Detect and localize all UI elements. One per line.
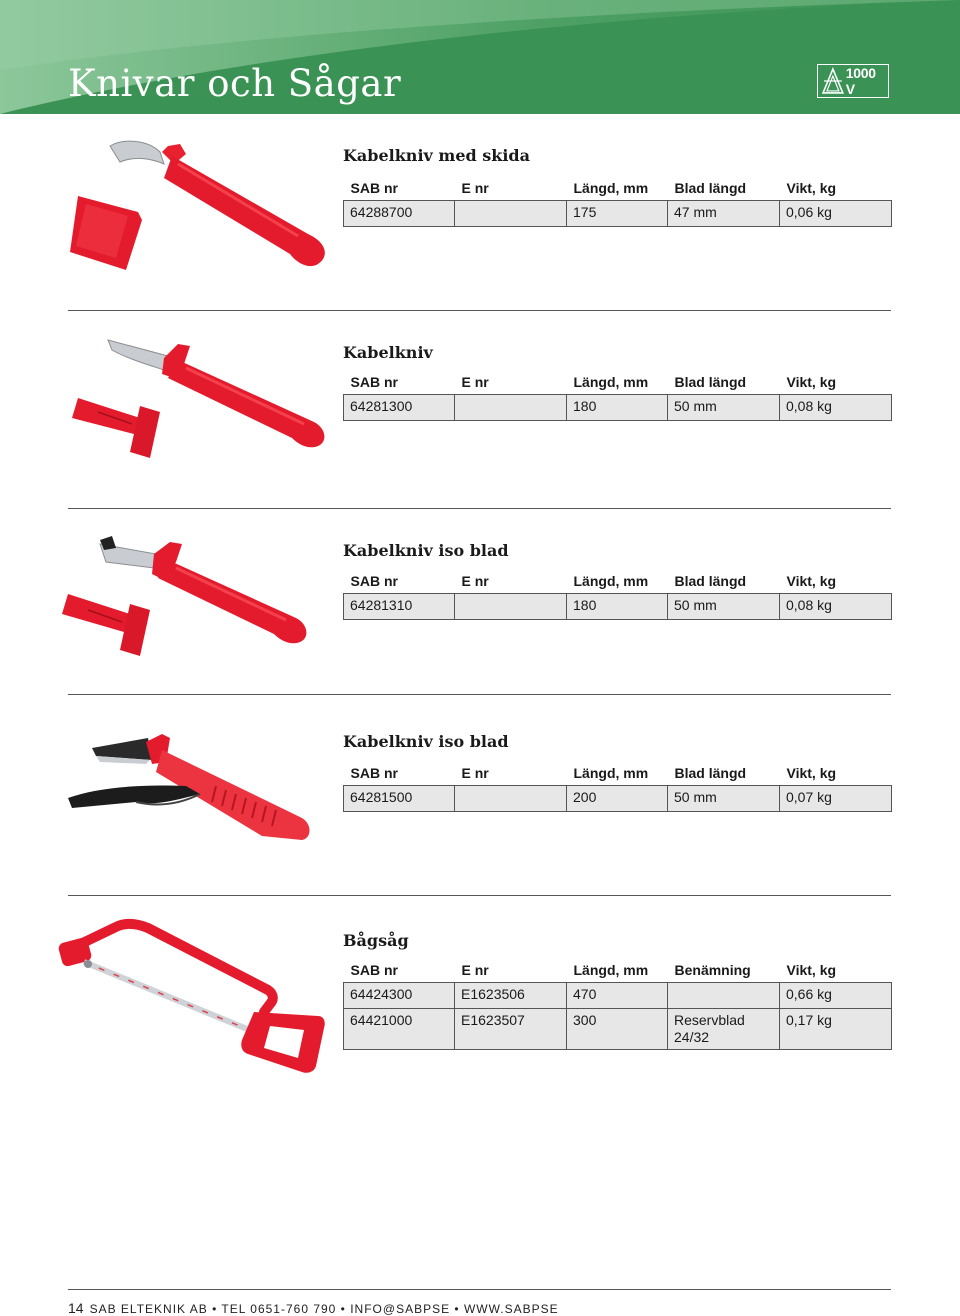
product-title: Kabelkniv [343, 343, 433, 362]
col-length: Längd, mm [573, 765, 649, 781]
cell-length: 180 [567, 594, 668, 620]
product-title: Bågsåg [343, 931, 409, 950]
col-sab: SAB nr [350, 765, 398, 781]
cell-length: 200 [567, 786, 668, 812]
col-sab: SAB nr [350, 962, 398, 978]
cell-blade: 50 mm [668, 395, 780, 421]
cell-length: 470 [567, 983, 668, 1009]
cable-knife-iso-blade-clip-image [66, 732, 316, 844]
cell-weight: 0,17 kg [780, 1009, 892, 1050]
col-weight: Vikt, kg [786, 180, 837, 196]
table-header-row [344, 761, 892, 786]
col-sab: SAB nr [350, 180, 398, 196]
cell-enr [455, 786, 567, 812]
col-blade: Blad längd [674, 180, 747, 196]
col-enr: E nr [461, 374, 489, 390]
cable-knife-iso-blade-image [60, 532, 325, 662]
cell-length: 175 [567, 201, 668, 227]
cell-sab: 64281500 [344, 786, 455, 812]
spec-table [343, 176, 892, 227]
cell-sab: 64424300 [344, 983, 455, 1009]
cell-enr [455, 594, 567, 620]
cell-sab: 64281300 [344, 395, 455, 421]
footer-contact: SAB ELTEKNIK AB • TEL 0651-760 790 • INFO@SABPSE • WWW.SABPSE [89, 1302, 559, 1316]
table-row [344, 1009, 892, 1050]
table-header-row [344, 176, 892, 201]
spec-table [343, 569, 892, 620]
col-length: Längd, mm [573, 573, 649, 589]
section-divider [68, 310, 891, 311]
cell-weight: 0,06 kg [780, 201, 892, 227]
col-length: Längd, mm [573, 180, 649, 196]
col-blade: Blad längd [674, 765, 747, 781]
product-title: Kabelkniv iso blad [343, 541, 509, 560]
product-title: Kabelkniv med skida [343, 146, 530, 165]
table-header-row [344, 569, 892, 594]
voltage-label: 1000 V [845, 65, 876, 97]
col-blade: Blad längd [674, 573, 747, 589]
col-sab: SAB nr [350, 374, 398, 390]
cell-enr: E1623507 [455, 1009, 567, 1050]
cell-length: 300 [567, 1009, 668, 1050]
cell-sab: 64421000 [344, 1009, 455, 1050]
cell-name [668, 983, 780, 1009]
cell-weight: 0,66 kg [780, 983, 892, 1009]
page-number: 14 [68, 1300, 84, 1316]
table-row [344, 201, 892, 227]
cell-weight: 0,07 kg [780, 786, 892, 812]
insulation-symbol-icon [821, 67, 845, 95]
cell-name: Reservblad 24/32 [668, 1009, 780, 1050]
table-header-row [344, 958, 892, 983]
cell-sab: 64288700 [344, 201, 455, 227]
cell-enr [455, 395, 567, 421]
section-divider [68, 895, 891, 896]
table-row [344, 983, 892, 1009]
cell-length: 180 [567, 395, 668, 421]
cable-knife-with-sheath-image [68, 134, 333, 274]
col-enr: E nr [461, 765, 489, 781]
table-row [344, 786, 892, 812]
col-weight: Vikt, kg [786, 573, 837, 589]
cell-blade: 50 mm [668, 594, 780, 620]
spec-table [343, 761, 892, 812]
cell-weight: 0,08 kg [780, 395, 892, 421]
hacksaw-image [58, 918, 328, 1078]
col-enr: E nr [461, 573, 489, 589]
table-row [344, 395, 892, 421]
product-title: Kabelkniv iso blad [343, 732, 509, 751]
table-header-row [344, 370, 892, 395]
col-weight: Vikt, kg [786, 962, 837, 978]
page-title: Knivar och Sågar [68, 62, 402, 105]
spec-table [343, 370, 892, 421]
table-row [344, 594, 892, 620]
header-banner [0, 0, 960, 114]
cell-weight: 0,08 kg [780, 594, 892, 620]
cable-knife-image [68, 334, 333, 464]
col-sab: SAB nr [350, 573, 398, 589]
footer-divider [68, 1289, 891, 1290]
col-length: Längd, mm [573, 374, 649, 390]
cell-blade: 47 mm [668, 201, 780, 227]
col-length: Längd, mm [573, 962, 649, 978]
cell-enr [455, 201, 567, 227]
col-weight: Vikt, kg [786, 765, 837, 781]
footer [68, 1300, 559, 1316]
cell-blade: 50 mm [668, 786, 780, 812]
col-enr: E nr [461, 180, 489, 196]
col-blade: Blad längd [674, 374, 747, 390]
col-weight: Vikt, kg [786, 374, 837, 390]
col-name: Benämning [674, 962, 751, 978]
cell-sab: 64281310 [344, 594, 455, 620]
cell-enr: E1623506 [455, 983, 567, 1009]
voltage-badge [817, 64, 889, 98]
section-divider [68, 508, 891, 509]
col-enr: E nr [461, 962, 489, 978]
section-divider [68, 694, 891, 695]
spec-table [343, 958, 892, 1050]
